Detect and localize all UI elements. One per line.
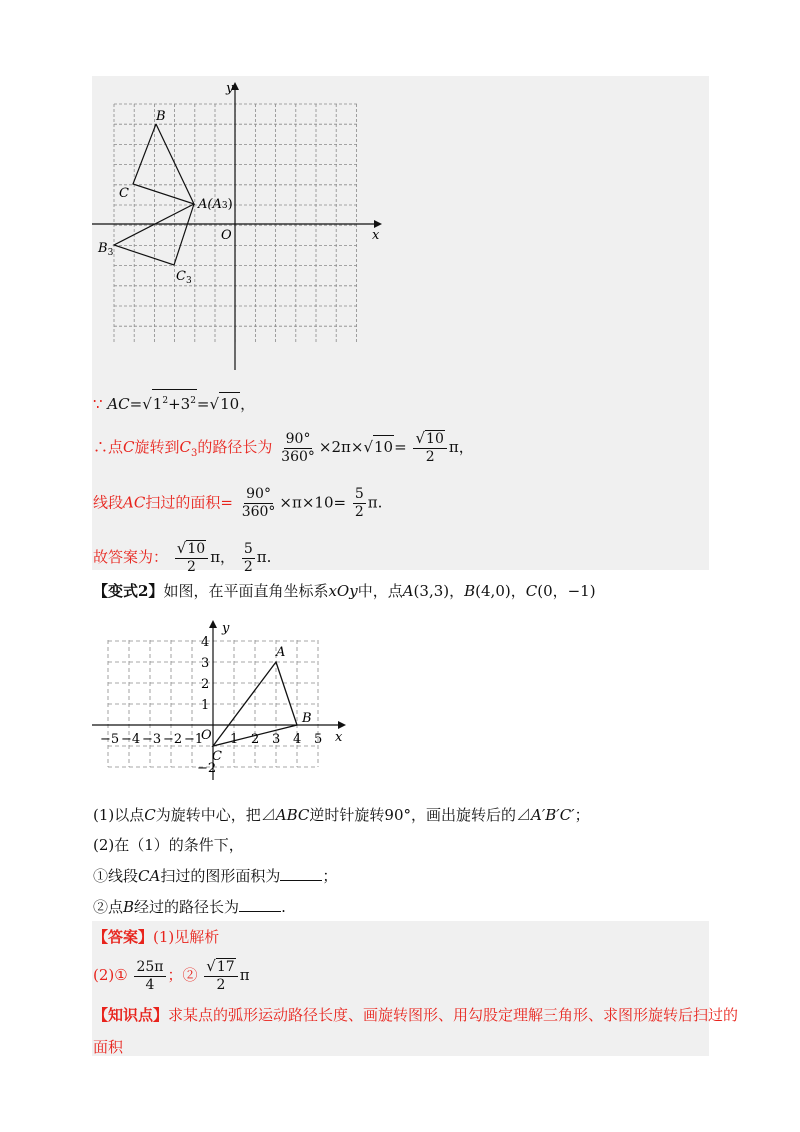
c-letter: C [123,438,135,456]
point-B: B [464,582,476,600]
answer-prefix: 故答案为： [93,548,169,566]
answer-pi-2: π. [256,548,272,566]
area-end: π. [367,493,383,512]
x-tick-label: −2 [163,732,183,747]
eq-sign: = [129,395,143,413]
sqrt-1: $1^2+3^2$ [152,389,197,415]
sep-1: ， [449,582,465,600]
therefore-text: ∴点 [93,438,124,456]
x-tick-label: 2 [251,732,260,747]
blank-2a[interactable] [280,866,322,881]
label-B3: $B_3$ [98,241,114,258]
x-tick-label: −5 [100,732,120,747]
label-O-2: O [201,728,212,743]
answer-line [93,540,271,576]
answer-frac-sqrt17-2: $\frac{√17}{2}$ [204,958,237,994]
coord-B: (4,0) [475,582,511,600]
point-C: C [525,582,538,600]
y-tick-label: 1 [201,698,210,713]
blank-2b[interactable] [239,897,281,912]
x-label: x [372,228,380,243]
answer-fraction-2: $\frac{5}{2}$ [243,540,253,575]
fraction-90-360-b: $\frac{90^\circ}{360^\circ}$ [241,486,276,520]
problem-text-1: 如图，在平面直角坐标系 [163,582,329,600]
label-A: A(A3) [198,197,233,212]
answer-part-1: 【答案】(1)见解析 [93,928,220,946]
area-mult: ×π×10= [279,493,347,512]
xoy-text: xOy [328,582,358,600]
y-tick-label: −2 [197,761,217,776]
problem-text-2: 中，点 [357,582,403,600]
label-C: C [119,186,129,201]
problem-statement [93,580,596,602]
path-text: 旋转到 [134,438,180,456]
area-ac: AC [123,493,146,512]
path-length-line: ∴点C旋转到$C_3$的路径长为 $\frac{90^\circ}{360^\circ}$ ×2π×√10= $\frac{√10}{2}$ π， [93,429,474,465]
question-2a: ①线段CA扫过的图形面积为 ； [93,867,338,885]
coord-A: (3,3) [413,582,450,600]
comma: ， [240,395,256,413]
answer-fraction-1: $\frac{√10}{2}$ [175,540,208,576]
answer-frac-25pi-4: $\frac{25\pi}{4}$ [136,958,164,993]
x-tick-label: 4 [293,732,302,747]
sqrt-10-b: 10 [373,435,394,458]
y-label: y [226,81,234,96]
knowledge-line-1: 【知识点】求某点的弧形运动路径长度、画旋转图形、用勾股定理解三角形、求图形旋转后扫过的 [93,1006,739,1024]
eq-sign-2: = [196,395,210,413]
triangle-ABC [133,124,194,204]
ac-text: AC [107,395,130,413]
answer-part-2: (2)① $\frac{25\pi}{4}$ ；② $\frac{√17}{2}$ π [93,957,250,993]
x-tick-label: −4 [121,732,141,747]
fraction-5-2: $\frac{5}{2}$ [354,486,364,520]
question-1: (1)以点C为旋转中心，把⊿ABC逆时针旋转90°，画出旋转后的⊿A′B′C′； [93,806,590,824]
area-prefix: 线段 [93,493,124,512]
path-text-2: 的路径长为 [197,438,273,456]
coordinate-graph-2 [88,620,358,785]
y-tick-label: 3 [201,656,210,671]
knowledge-line-2: 面积 [93,1038,124,1056]
variant-tag: 【变式2】 [93,582,164,600]
label-B-2: B [302,711,312,726]
ac-length-line: ∵ $AC=√1^2+3^2=√10$， [93,389,255,415]
label-C3: $C_3$ [176,269,192,286]
y-label-2: y [222,621,230,636]
sep-2: ， [510,582,526,600]
sqrt-10: 10 [219,392,240,415]
area-text: 扫过的面积= [145,493,233,512]
pi-symbol: π， [448,438,474,456]
question-2: (2)在（1）的条件下， [93,836,244,854]
x-label-2: x [335,730,343,745]
point-A: A [402,582,414,600]
y-tick-label: 4 [201,635,210,650]
answer-pi-1: π， [210,548,236,566]
because-symbol: ∵ [93,395,103,413]
rotation-graph-1 [92,78,392,373]
c3-letter: $C_3$ [179,438,198,459]
fraction-90-360: $\frac{90^\circ}{360^\circ}$ [281,430,315,465]
label-C-2: C [212,749,222,764]
x-tick-label: 3 [272,732,281,747]
x-tick-label: −1 [184,732,204,747]
label-A-2: A [276,645,286,660]
eq-sign-3: = [394,438,407,456]
question-2b: ②点B经过的路径长为 . [93,898,286,916]
y-tick-label: 2 [201,677,210,692]
x-tick-label: 1 [230,732,239,747]
x-tick-label: −3 [142,732,162,747]
label-O: O [221,228,232,243]
area-line [93,486,382,521]
label-B: B [156,109,166,124]
x-tick-label: 5 [314,732,323,747]
coord-C: (0，−1) [537,582,596,600]
path-mult: ×2π× [318,438,364,456]
fraction-sqrt10-2: $\frac{√10}{2}$ [413,430,446,466]
